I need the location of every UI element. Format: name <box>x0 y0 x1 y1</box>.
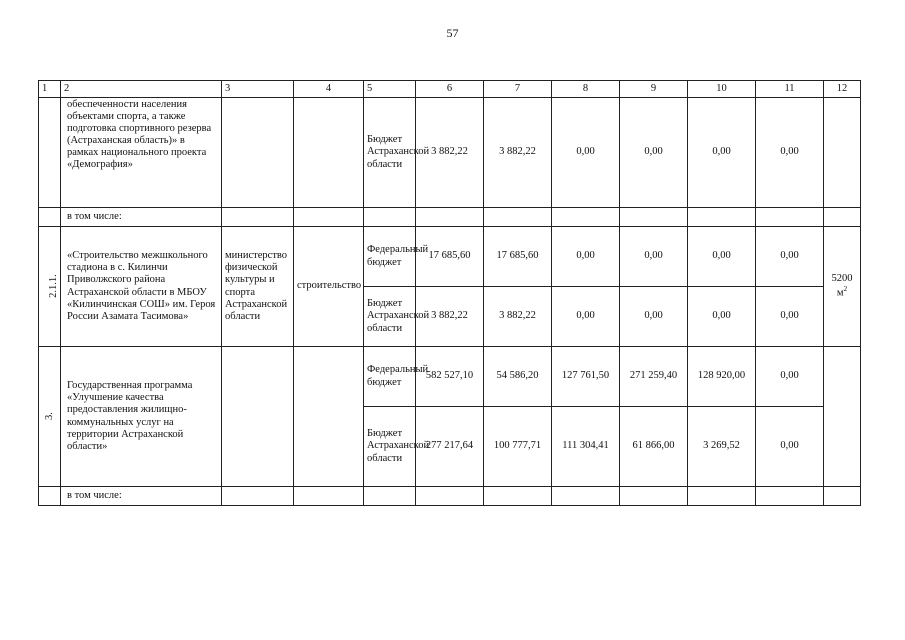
result-cell <box>824 347 861 487</box>
table-row <box>39 347 861 407</box>
type-cell <box>294 98 364 208</box>
value-cell: 277 217,64 <box>416 407 484 487</box>
header-cell: 5 <box>364 81 416 98</box>
table-row <box>39 98 861 208</box>
page-number: 57 <box>446 26 459 40</box>
value-cell: 17 685,60 <box>484 227 552 287</box>
type-cell <box>294 347 364 487</box>
row-number: 2.1.1. <box>47 274 59 299</box>
including-label: в том числе: <box>61 487 222 506</box>
description-cell: обеспеченности населения объектами спорта, а также подготовка спортивного резерва (Астраханская область)» в рамках национального проекта «Демография» <box>61 98 222 208</box>
header-row <box>39 81 861 98</box>
executor-cell: министерство физической культуры и спорта Астраханской области <box>222 227 294 347</box>
result-cell <box>824 227 861 347</box>
header-cell: 1 <box>39 81 61 98</box>
header-cell: 2 <box>61 81 222 98</box>
value-cell: 0,00 <box>688 98 756 208</box>
result-value: 5200 <box>831 273 853 285</box>
source-cell: Бюджет Астраханской области <box>364 407 416 487</box>
value-cell: 128 920,00 <box>688 347 756 407</box>
source-cell: Бюджет Астраханской области <box>364 287 416 347</box>
value-cell: 3 269,52 <box>688 407 756 487</box>
value-cell: 0,00 <box>552 287 620 347</box>
header-cell: 9 <box>620 81 688 98</box>
header-cell: 6 <box>416 81 484 98</box>
value-cell: 0,00 <box>756 347 824 407</box>
including-label: в том числе: <box>61 208 222 227</box>
header-cell: 3 <box>222 81 294 98</box>
executor-cell <box>222 347 294 487</box>
table-row <box>39 227 861 287</box>
value-cell: 0,00 <box>688 227 756 287</box>
value-cell: 271 259,40 <box>620 347 688 407</box>
value-cell: 3 882,22 <box>484 287 552 347</box>
num-cell <box>39 227 61 347</box>
source-cell: Федеральный бюджет <box>364 347 416 407</box>
source-cell: Федеральный бюджет <box>364 227 416 287</box>
description-cell: Государственная программа «Улучшение качества предоставления жилищно-коммунальных услуг на территории Астраханской области» <box>61 347 222 487</box>
header-cell: 12 <box>824 81 861 98</box>
value-cell: 0,00 <box>756 98 824 208</box>
value-cell: 0,00 <box>620 287 688 347</box>
source-cell: Бюджет Астраханской области <box>364 98 416 208</box>
value-cell: 0,00 <box>552 98 620 208</box>
budget-table <box>38 80 861 506</box>
result-cell <box>824 98 861 208</box>
value-cell: 0,00 <box>620 98 688 208</box>
value-cell: 3 882,22 <box>484 98 552 208</box>
result-unit: м <box>836 287 844 299</box>
value-cell: 0,00 <box>688 287 756 347</box>
header-cell: 11 <box>756 81 824 98</box>
value-cell: 127 761,50 <box>552 347 620 407</box>
result-unit-sup: 2 <box>843 285 848 294</box>
table-row <box>39 487 861 506</box>
value-cell: 582 527,10 <box>416 347 484 407</box>
header-cell: 8 <box>552 81 620 98</box>
table-row <box>39 208 861 227</box>
value-cell: 54 586,20 <box>484 347 552 407</box>
value-cell: 61 866,00 <box>620 407 688 487</box>
header-cell: 10 <box>688 81 756 98</box>
header-cell: 7 <box>484 81 552 98</box>
value-cell: 111 304,41 <box>552 407 620 487</box>
value-cell: 3 882,22 <box>416 98 484 208</box>
row-number: 3. <box>43 412 55 421</box>
type-cell: строительство <box>294 227 364 347</box>
num-cell <box>39 347 61 487</box>
description-cell: «Строительство межшкольного стадиона в с. Килинчи Приволжского района Астраханской области в МБОУ «Килинчинская СОШ» им. Героя России Азамата Тасимова» <box>61 227 222 347</box>
value-cell: 0,00 <box>756 407 824 487</box>
value-cell: 17 685,60 <box>416 227 484 287</box>
value-cell: 0,00 <box>620 227 688 287</box>
num-cell <box>39 98 61 208</box>
value-cell: 0,00 <box>756 287 824 347</box>
executor-cell <box>222 98 294 208</box>
value-cell: 100 777,71 <box>484 407 552 487</box>
header-cell: 4 <box>294 81 364 98</box>
value-cell: 3 882,22 <box>416 287 484 347</box>
value-cell: 0,00 <box>552 227 620 287</box>
value-cell: 0,00 <box>756 227 824 287</box>
